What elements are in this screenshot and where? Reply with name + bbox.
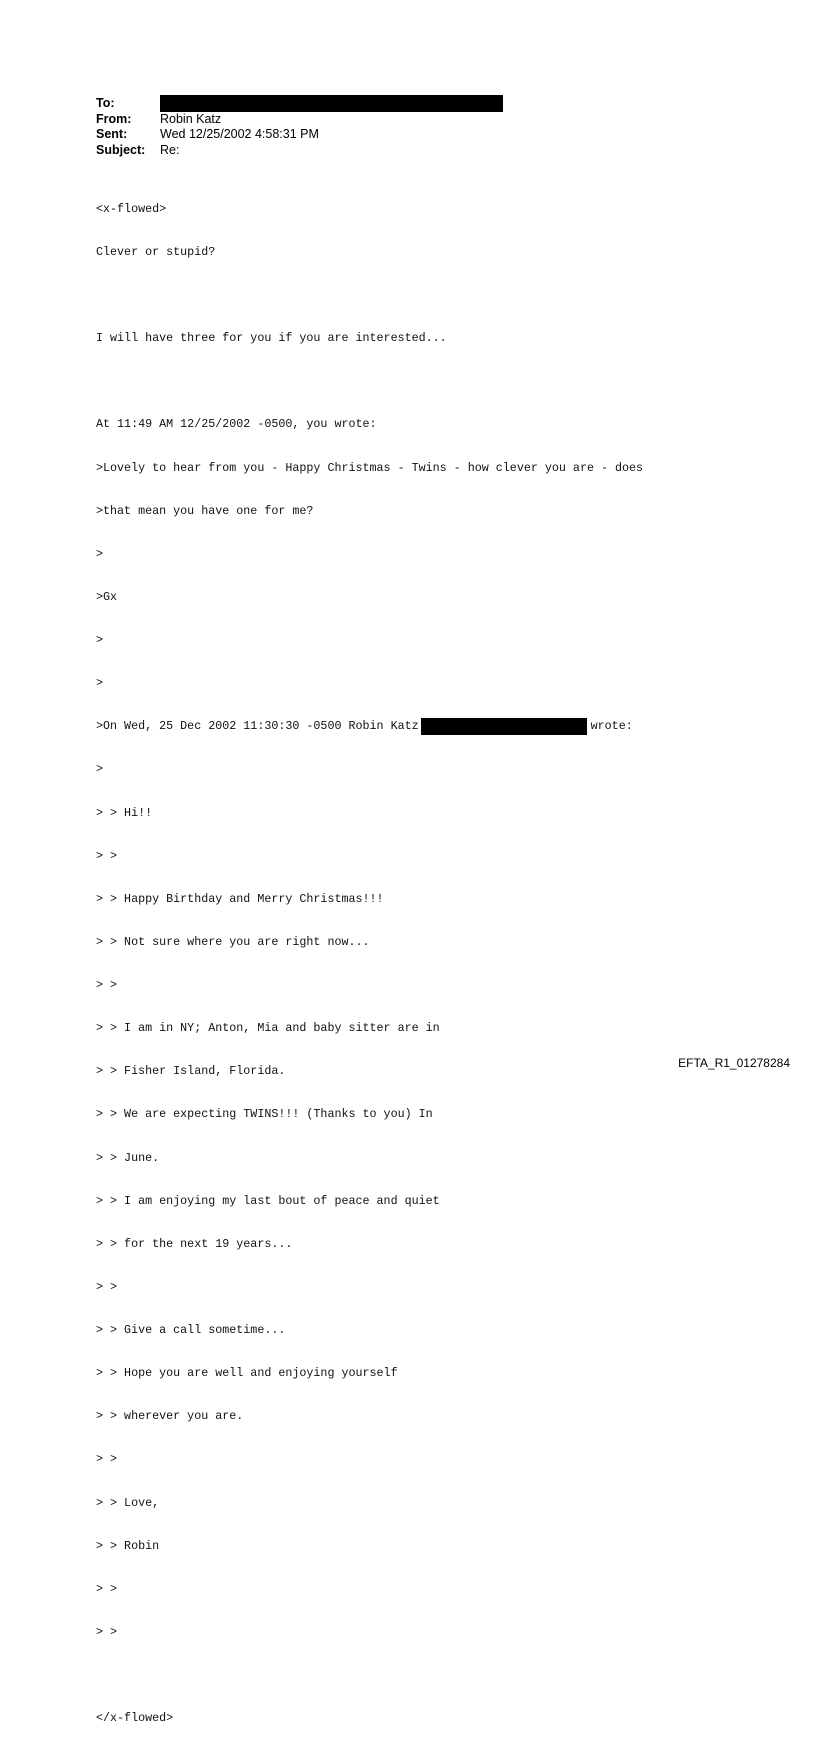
from-value: Robin Katz xyxy=(160,111,222,126)
body-line: > xyxy=(96,676,104,691)
body-line: At 11:49 AM 12/25/2002 -0500, you wrote: xyxy=(96,417,377,432)
quoted-line: > > xyxy=(96,1452,118,1467)
quoted-line: > xyxy=(96,762,104,777)
body-line: > xyxy=(96,633,104,647)
quoted-line: > > xyxy=(96,1581,118,1596)
sent-row xyxy=(96,127,503,143)
to-label: To: xyxy=(96,96,115,110)
subject-label: Subject: xyxy=(96,142,146,157)
quoted-line: > > wherever you are. xyxy=(96,1409,244,1424)
email-body xyxy=(96,173,643,1754)
email-redaction xyxy=(421,718,587,735)
body-line xyxy=(96,288,643,302)
on-wed-line xyxy=(96,719,643,733)
quoted-line: > > Not sure where you are right now... xyxy=(96,934,370,949)
body-line xyxy=(96,374,643,388)
sent-value: Wed 12/25/2002 4:58:31 PM xyxy=(160,127,319,141)
quoted-line: </x-flowed> xyxy=(96,1711,174,1726)
quoted-line: > > for the next 19 years... xyxy=(96,1236,293,1251)
body-line: >that mean you have one for me? xyxy=(96,503,314,518)
body-line: >Gx xyxy=(96,589,118,604)
on-wed-suffix: wrote: xyxy=(590,719,633,734)
email-header xyxy=(96,96,503,158)
from-label: From: xyxy=(96,111,132,126)
subject-value: Re: xyxy=(160,142,180,157)
quoted-line: > > Happy Birthday and Merry Christmas!!! xyxy=(96,891,384,906)
quoted-line: > > xyxy=(96,978,118,992)
to-row xyxy=(96,96,503,112)
quoted-line: > > June. xyxy=(96,1150,160,1165)
quoted-line: > > Fisher Island, Florida. xyxy=(96,1064,286,1079)
quoted-line: > > I am enjoying my last bout of peace and quiet xyxy=(96,1193,440,1208)
body-line: >Lovely to hear from you - Happy Christmas - Twins - how clever you are - does xyxy=(96,460,644,475)
document-id: EFTA_R1_01278284 xyxy=(678,1056,790,1070)
quoted-line: > > Give a call sometime... xyxy=(96,1323,286,1337)
quoted-line xyxy=(96,1668,643,1682)
quoted-line: > > We are expecting TWINS!!! (Thanks to you) In xyxy=(96,1107,433,1122)
quoted-line: > > Hope you are well and enjoying yourself xyxy=(96,1366,398,1381)
body-line: Clever or stupid? xyxy=(96,244,216,259)
quoted-line: > > Hi!! xyxy=(96,805,153,820)
quoted-line: > > Love, xyxy=(96,1495,160,1510)
sent-label: Sent: xyxy=(96,127,128,141)
quoted-line: > > I am in NY; Anton, Mia and baby sitter are in xyxy=(96,1021,440,1036)
quoted-line: > > xyxy=(96,1624,118,1639)
from-row xyxy=(96,112,503,128)
to-redaction xyxy=(160,95,503,112)
quoted-line: > > xyxy=(96,1279,118,1294)
quoted-line: > > xyxy=(96,848,118,863)
body-line: <x-flowed> xyxy=(96,201,167,216)
body-line: > xyxy=(96,546,104,561)
body-line: I will have three for you if you are interested... xyxy=(96,331,447,346)
subject-row xyxy=(96,143,503,159)
quoted-line: > > Robin xyxy=(96,1538,160,1553)
on-wed-prefix: >On Wed, 25 Dec 2002 11:30:30 -0500 Robin Katz xyxy=(96,719,419,734)
